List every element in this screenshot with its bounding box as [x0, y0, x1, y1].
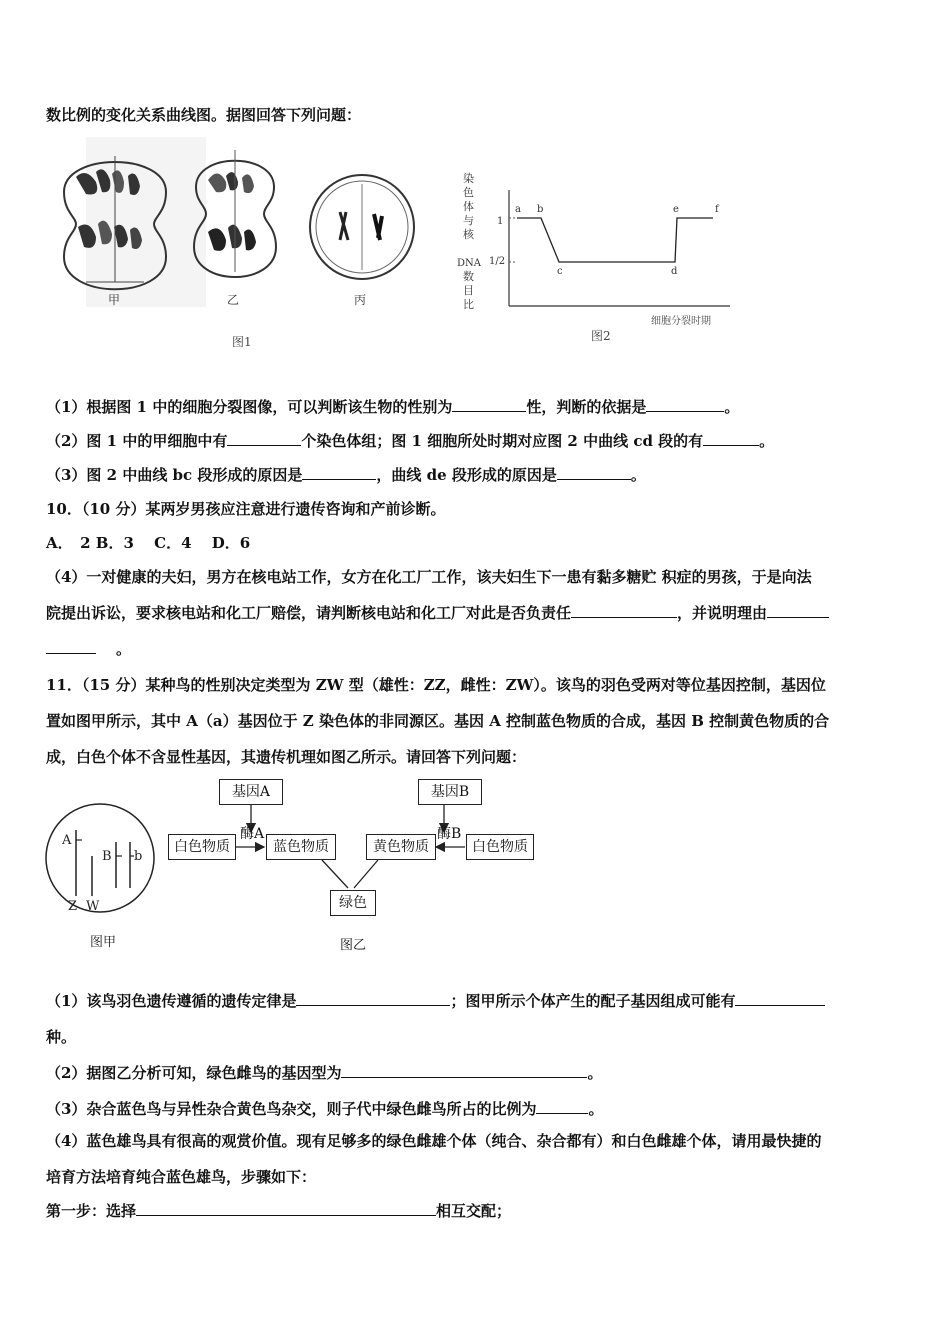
q9-p2-text-b: 个染色体组；图 1 细胞所处时期对应图 2 中曲线 cd 段的有 [301, 432, 704, 450]
q10-p4-line3 [46, 638, 131, 659]
figure-jia-caption: 图甲 [90, 935, 117, 950]
q11-p1-text-b: ；图甲所示个体产生的配子基因组成可能有 [450, 992, 736, 1010]
q11-part2 [46, 1062, 602, 1083]
point-label-c: c [557, 266, 563, 277]
q11-p1-text-a: （1）该鸟羽色遗传遵循的遗传定律是 [46, 992, 297, 1010]
y-label-char: 比 [463, 298, 474, 311]
q10-p4-text-b: ，并说明理由 [677, 604, 768, 622]
cell-yi-image [194, 150, 276, 277]
q11-step1-text-a: 第一步：选择 [46, 1202, 137, 1220]
q10-p4-blank-1[interactable] [571, 603, 677, 618]
box-green: 绿色 [330, 890, 376, 916]
q9-p3-text-b: ，曲线 de 段形成的原因是 [376, 466, 557, 484]
q10-p4-blank-2[interactable] [767, 603, 829, 618]
y-label-char: DNA [457, 258, 481, 269]
y-label-char: 数 [463, 270, 474, 283]
figure-2-chart [455, 170, 755, 350]
gene-label-a: A [62, 833, 72, 848]
intro-line: 数比例的变化关系曲线图。据图回答下列问题： [46, 106, 362, 124]
box-gene-b: 基因B [418, 779, 482, 805]
q11-stem-line2: 置如图甲所示，其中 A（a）基因位于 Z 染色体的非同源区。基因 A 控制蓝色物质的合成，基因 B 控制黄色物质的合 [46, 712, 830, 730]
label-enzyme-a: 酶A [240, 826, 265, 842]
point-label-a: a [515, 204, 521, 215]
box-blue: 蓝色物质 [266, 834, 336, 860]
q10-stem [46, 498, 445, 519]
q10-options: A． 2 B．3 C．4 D．6 [46, 534, 251, 552]
cell-jia-label: 甲 [108, 293, 121, 307]
label-enzyme-b: 酶B [437, 826, 462, 842]
box-white-right: 白色物质 [466, 834, 534, 860]
y-label-char: 核 [463, 228, 474, 241]
q9-part3 [46, 464, 646, 485]
q9-p2-text-c: 。 [759, 432, 775, 450]
gene-label-b-dominant: B [102, 849, 112, 864]
box-white-left: 白色物质 [168, 834, 236, 860]
q9-p1-blank-1[interactable] [452, 397, 526, 412]
q11-step1 [46, 1200, 511, 1221]
q9-p3-blank-2[interactable] [557, 465, 631, 480]
y-tick-half: 1/2 [489, 256, 506, 267]
q11-p2-text-b: 。 [587, 1064, 603, 1082]
box-yellow: 黄色物质 [366, 834, 436, 860]
cell-bing-image [310, 175, 414, 279]
chromosome-label-z: Z [68, 899, 78, 914]
q11-p3-text-b: 。 [588, 1100, 604, 1118]
point-label-f: f [715, 204, 719, 215]
cell-bing-label: 丙 [354, 293, 367, 307]
q11-p3-text-a: （3）杂合蓝色鸟与异性杂合黄色鸟杂交，则子代中绿色雌鸟所占的比例为 [46, 1100, 537, 1118]
ratio-curve [517, 218, 713, 262]
chromosome-label-w: W [86, 899, 100, 914]
gene-label-b-recessive: b [134, 849, 143, 864]
q10-stem-text: 10．（10 分）某两岁男孩应注意进行遗传咨询和产前诊断。 [46, 500, 446, 518]
q11-part1-end: 种。 [46, 1028, 77, 1046]
q11-stem-line1: 11．（15 分）某种鸟的性别决定类型为 ZW 型（雄性：ZZ，雌性：ZW）。该鸟的羽色受两对等位基因控制，基因位 [46, 676, 826, 694]
q11-part4-line1: （4）蓝色雄鸟具有很高的观赏价值。现有足够多的绿色雌雄个体（纯合、杂合都有）和白色雌雄个体，请用最快捷的 [46, 1132, 822, 1150]
q9-part1 [46, 396, 739, 417]
q11-part4-line2: 培育方法培育纯合蓝色雄鸟，步骤如下： [46, 1168, 317, 1186]
point-label-d: d [671, 266, 678, 277]
q11-part3 [46, 1098, 603, 1119]
q9-p1-text-c: 。 [724, 398, 740, 416]
y-label-char: 与 [463, 214, 474, 227]
figure-2-caption: 图2 [591, 329, 611, 343]
box-gene-a: 基因A [219, 779, 283, 805]
q9-p3-text-a: （3）图 2 中曲线 bc 段形成的原因是 [46, 466, 303, 484]
q10-p4-text-a: 院提出诉讼，要求核电站和化工厂赔偿，请判断核电站和化工厂对此是否负责任 [46, 604, 572, 622]
q9-p1-blank-2[interactable] [646, 397, 724, 412]
figure-jia [44, 800, 164, 960]
figure-1 [46, 132, 426, 352]
y-tick-1: 1 [497, 216, 504, 227]
q11-p3-blank[interactable] [536, 1099, 588, 1114]
q9-p2-blank-1[interactable] [227, 431, 301, 446]
point-label-b: b [537, 204, 544, 215]
y-label-char: 染 [463, 172, 474, 185]
q11-step1-blank[interactable] [136, 1201, 436, 1216]
x-axis-label: 细胞分裂时期 [651, 316, 711, 327]
y-label-char: 目 [463, 284, 474, 297]
y-axis-label [457, 171, 482, 311]
y-label-char: 色 [463, 186, 474, 199]
figure-1-caption: 图1 [232, 335, 252, 349]
q9-p1-text-b: 性，判断的依据是 [526, 398, 647, 416]
curve-group [509, 204, 720, 277]
q10-p4-line2 [46, 602, 829, 623]
y-label-char: 体 [463, 200, 474, 213]
q11-p1-blank-2[interactable] [735, 991, 825, 1006]
cell-yi-label: 乙 [227, 293, 240, 307]
q11-stem-line3: 成，白色个体不含显性基因，其遗传机理如图乙所示。请回答下列问题： [46, 748, 527, 766]
q11-p1-blank-1[interactable] [296, 991, 450, 1006]
q9-part2 [46, 430, 774, 451]
q11-p2-blank[interactable] [341, 1063, 587, 1078]
q11-step1-text-b: 相互交配； [436, 1202, 512, 1220]
point-label-e: e [673, 204, 679, 215]
q11-p2-text-a: （2）据图乙分析可知，绿色雌鸟的基因型为 [46, 1064, 342, 1082]
q9-p3-text-c: 。 [630, 466, 646, 484]
q10-p4-text-c: 。 [116, 640, 132, 658]
line-yellow-to-green [354, 860, 378, 888]
q10-p4-blank-3[interactable] [46, 639, 96, 654]
q9-p2-blank-2[interactable] [703, 431, 759, 446]
q9-p1-text-a: （1）根据图 1 中的细胞分裂图像，可以判断该生物的性别为 [46, 398, 453, 416]
q9-p3-blank-1[interactable] [302, 465, 376, 480]
q11-part1 [46, 990, 825, 1011]
q10-p4-line1: （4）一对健康的夫妇，男方在核电站工作，女方在化工厂工作，该夫妇生下一患有黏多糖贮 积症的男孩，于是向法 [46, 568, 812, 586]
q9-p2-text-a: （2）图 1 中的甲细胞中有 [46, 432, 228, 450]
line-blue-to-green [322, 860, 348, 888]
figure-yi-caption: 图乙 [340, 938, 367, 953]
